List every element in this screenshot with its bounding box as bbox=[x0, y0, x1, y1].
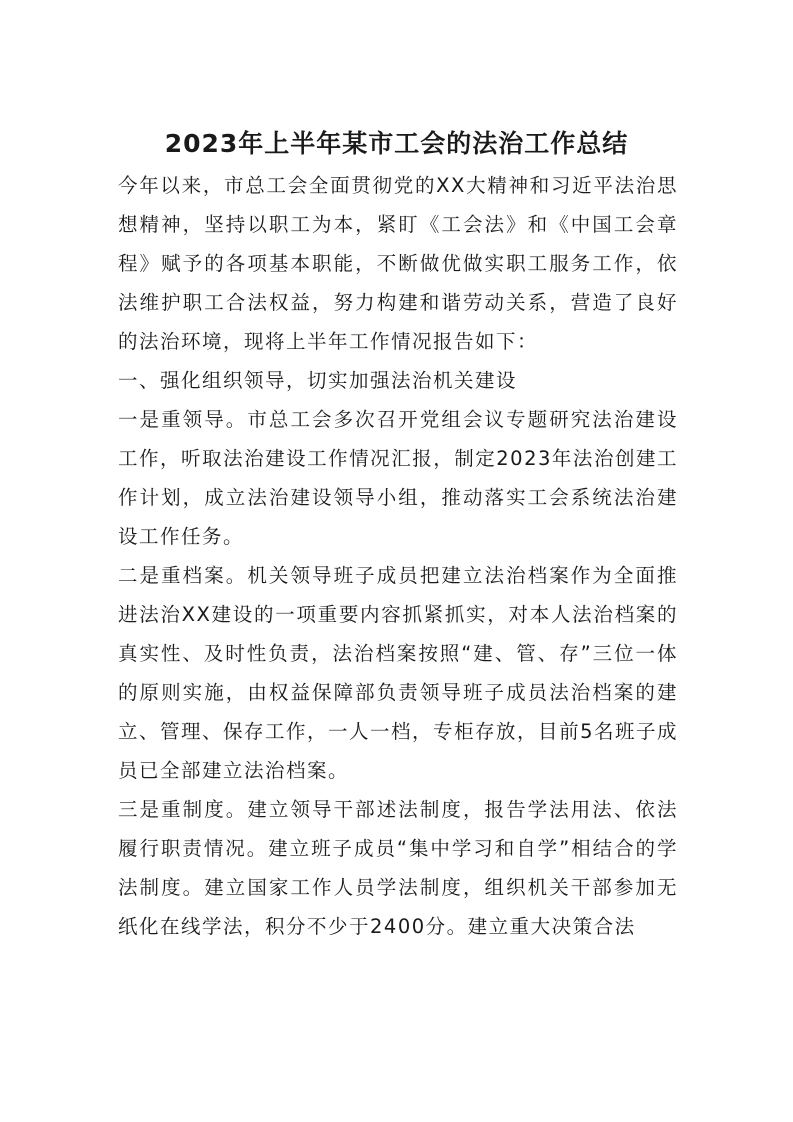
paragraph-systems: 三是重制度。建立领导干部述法制度，报告学法用法、依法履行职责情况。建立班子成员“集中学习和自学”相结合的学法制度。建立国家工作人员学法制度，组织机关干部参加无纸化在线学法，积分不少于2400分。建立重大决策合法 bbox=[118, 798, 678, 938]
paragraph-archives: 二是重档案。机关领导班子成员把建立法治档案作为全面推进法治XX建设的一项重要内容抓紧抓实，对本人法治档案的真实性、及时性负责，法治档案按照“建、管、存”三位一体的原则实施，由权益保障部负责领导班子成员法治档案的建立、管理、保存工作，一人一档，专柜存放，目前5名班子成员已全部建立法治档案。 bbox=[118, 564, 678, 782]
paragraph-leadership: 一是重领导。市总工会多次召开党组会议专题研究法治建设工作，听取法治建设工作情况汇报，制定2023年法治创建工作计划，成立法治建设领导小组，推动落实工会系统法治建设工作任务。 bbox=[118, 408, 678, 548]
document-title: 2023年上半年某市工会的法治工作总结 bbox=[164, 129, 629, 158]
intro-paragraph: 今年以来，市总工会全面贯彻党的XX大精神和习近平法治思想精神，坚持以职工为本，紧盯《工会法》和《中国工会章程》赋予的各项基本职能，不断做优做实职工服务工作，依法维护职工合法权益，努力构建和谐劳动关系，营造了良好的法治环境，现将上半年工作情况报告如下： bbox=[118, 174, 678, 353]
section-heading: 一、强化组织领导，切实加强法治机关建设 bbox=[118, 369, 518, 392]
document-body bbox=[118, 166, 678, 946]
